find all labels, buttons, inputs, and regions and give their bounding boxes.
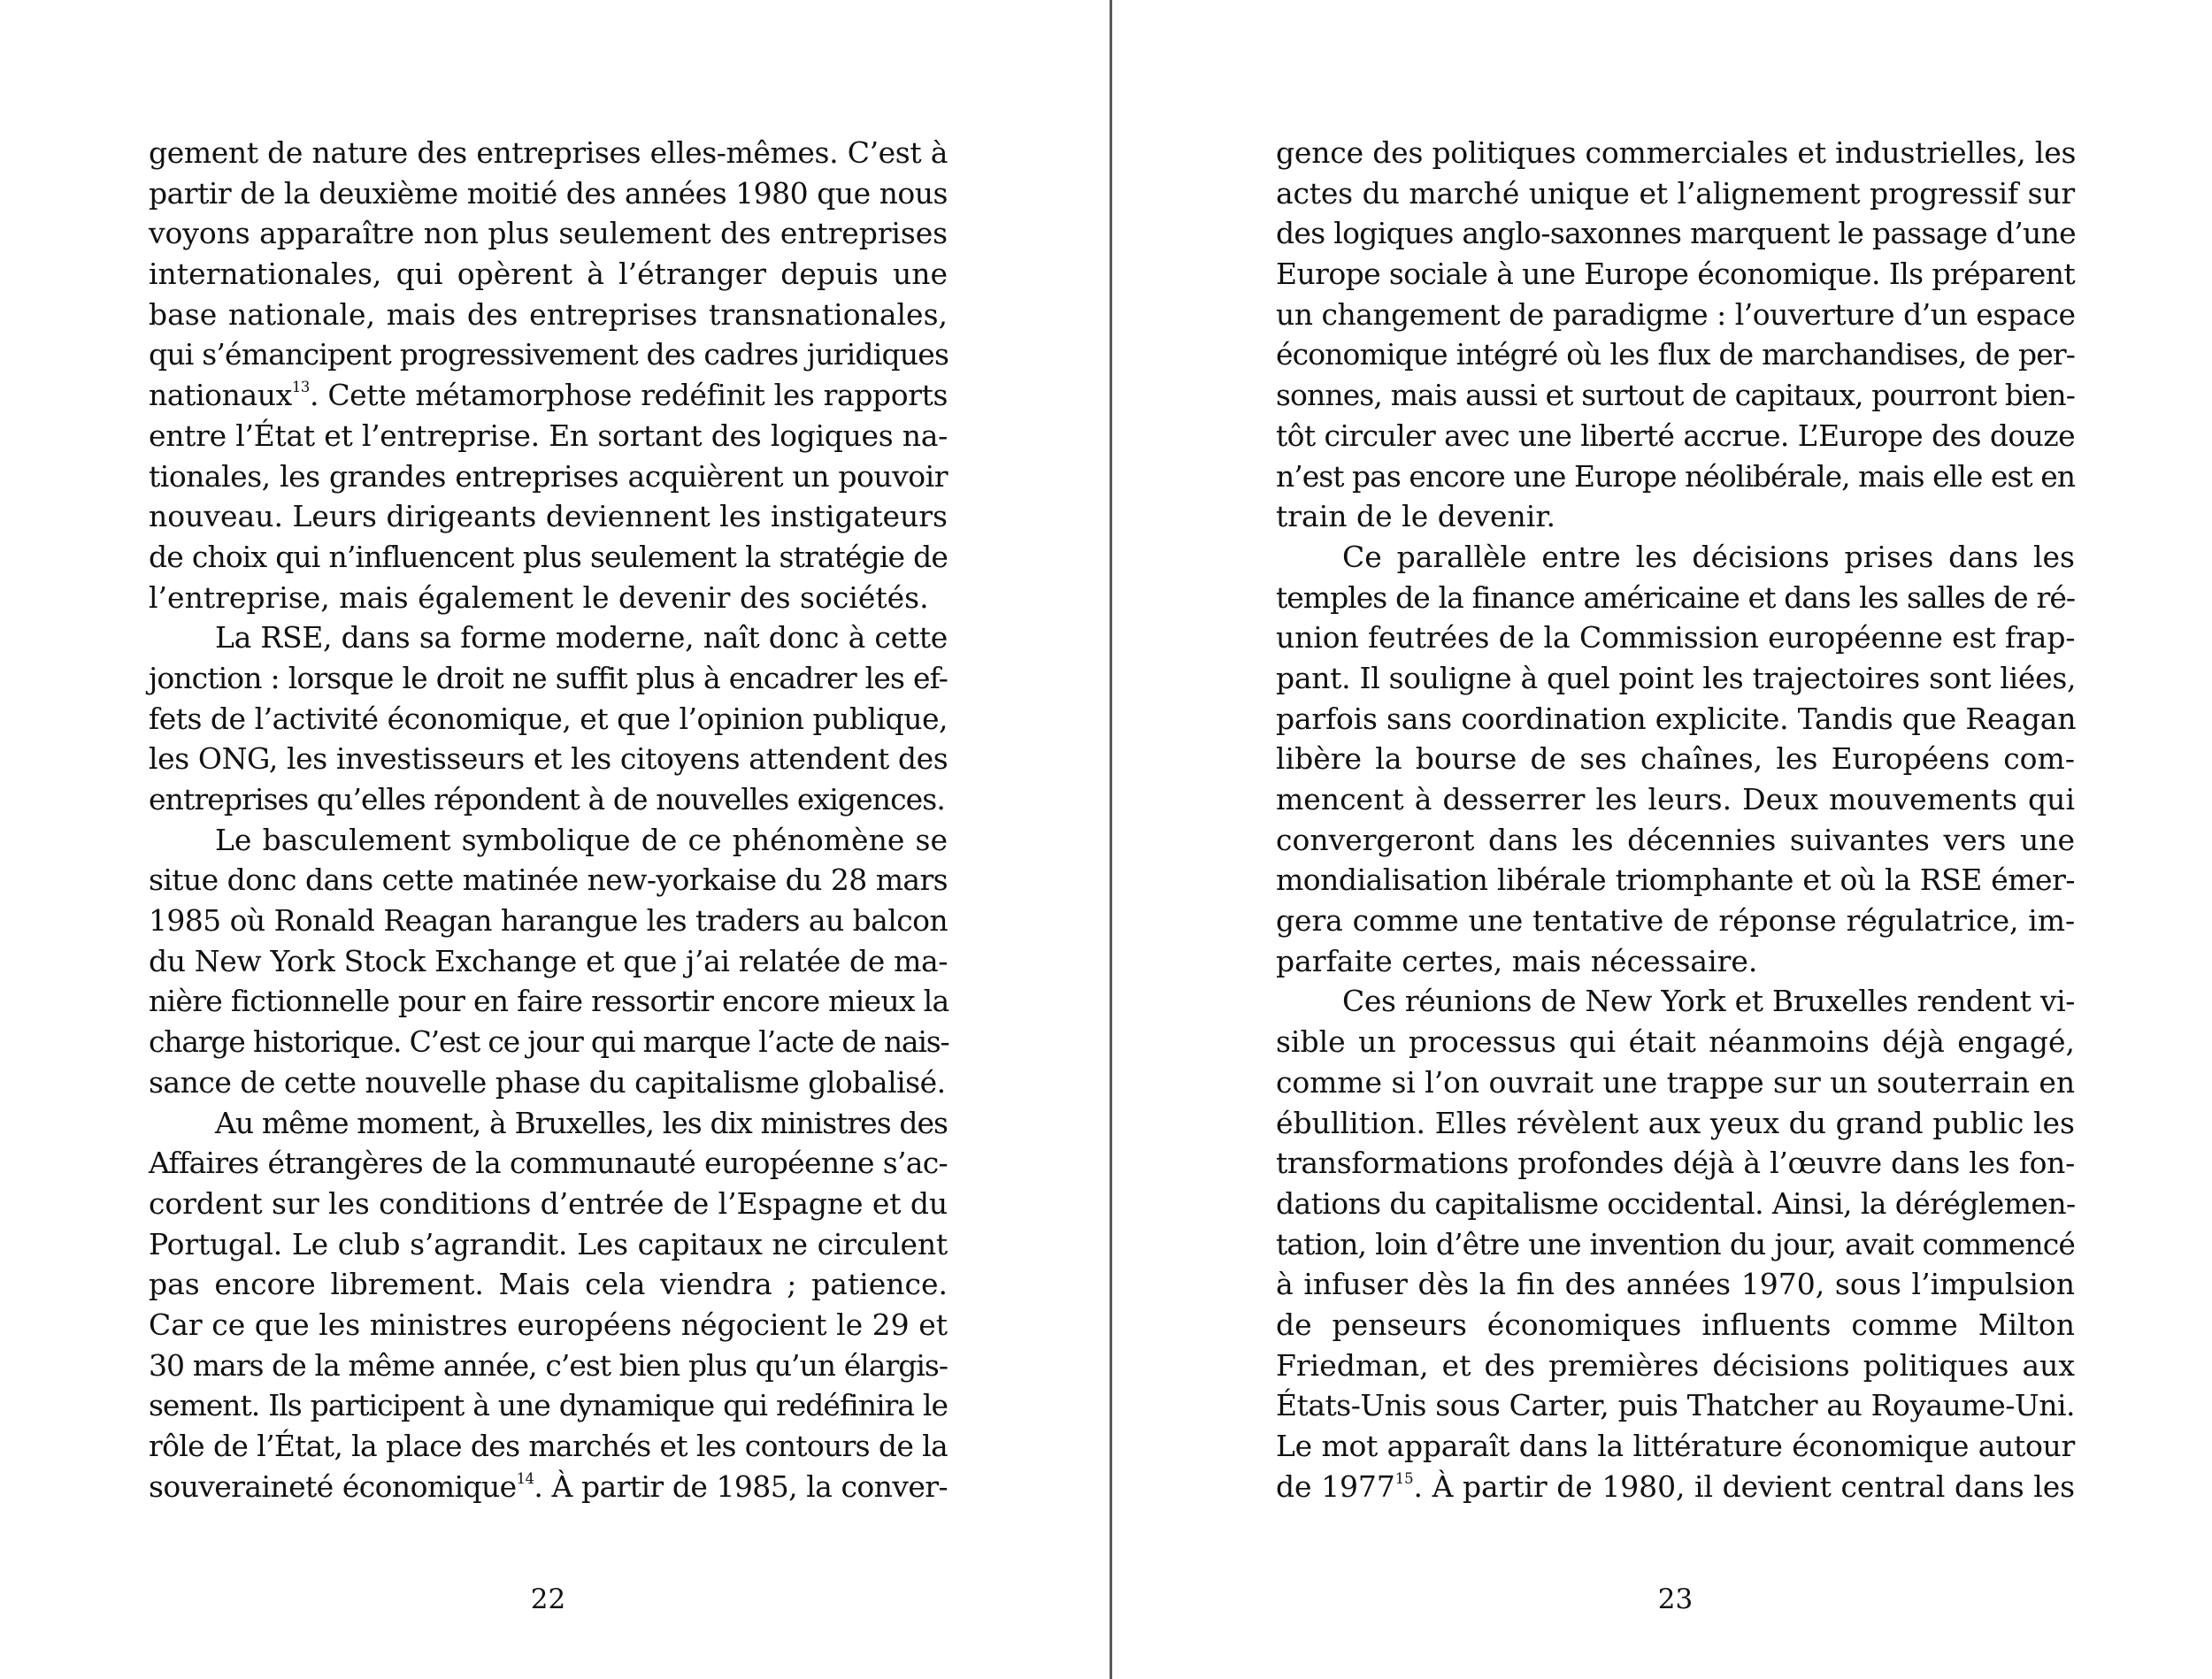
text-line: parfaite certes, mais nécessaire.	[1276, 943, 1758, 978]
text-line: situe donc dans cette matinée new-yorkaise du 28 mars	[149, 862, 948, 898]
text-line: transformations profondes déjà à l’œuvre dans les fon-	[1276, 1146, 2075, 1181]
text-line: cordent sur les conditions d’entrée de l’Espagne et du	[149, 1185, 949, 1221]
text-line: voyons apparaître non plus seulement des entreprises	[149, 216, 948, 251]
text-line: temples de la finance américaine et dans les salles de ré-	[1276, 579, 2075, 615]
text-line: fets de l’activité économique, et que l’opinion publique,	[149, 701, 948, 736]
text-line: sement. Ils participent à une dynamique qui redéfinira le	[149, 1388, 948, 1423]
text-line: tionales, les grandes entreprises acquièrent un pouvoir	[149, 458, 948, 494]
text-line: Europe sociale à une Europe économique. Ils préparent	[1276, 257, 2076, 292]
text-line: États-Unis sous Carter, puis Thatcher au Royaume-Uni.	[1276, 1388, 2075, 1423]
text-line: nationaux$^{13}$. Cette métamorphose redéfinit les rapports	[149, 378, 948, 413]
right-page-text	[1276, 133, 2075, 1506]
text-line: parfois sans coordination explicite. Tandis que Reagan	[1276, 701, 2077, 736]
text-line: mondialisation libérale triomphante et où la RSE émer-	[1276, 862, 2075, 898]
text-line: n’est pas encore une Europe néolibérale, mais elle est en	[1276, 458, 2075, 494]
text-line: comme si l’on ouvrait une trappe sur un souterrain en	[1276, 1064, 2075, 1100]
text-line: tôt circuler avec une liberté accrue. L’Europe des douze	[1276, 418, 2075, 453]
text-line: La RSE, dans sa forme moderne, naît donc à cette	[215, 620, 948, 656]
text-line: des logiques anglo-saxonnes marquent le passage d’une	[1276, 216, 2076, 251]
text-line: Ces réunions de New York et Bruxelles rendent vi-	[1342, 984, 2075, 1019]
text-line: rôle de l’État, la place des marchés et les contours de la	[149, 1429, 948, 1463]
text-line: sible un processus qui était néanmoins déjà engagé,	[1276, 1024, 2075, 1060]
text-line: l’entreprise, mais également le devenir des sociétés.	[149, 579, 929, 615]
right-page-number: 23	[1657, 1583, 1694, 1615]
text-line: pant. Il souligne à quel point les trajectoires sont liées,	[1276, 660, 2077, 695]
text-line: pas encore librement. Mais cela viendra ; patience.	[149, 1267, 948, 1302]
text-line: du New York Stock Exchange et que j’ai relatée de ma-	[149, 943, 948, 978]
text-line: train de le devenir.	[1276, 499, 1555, 534]
text-line: convergeront dans les décennies suivantes vers une	[1276, 822, 2075, 857]
footnote-marker: 15	[1394, 1469, 1414, 1487]
text-line: tation, loin d’être une invention du jour, avait commencé	[1276, 1226, 2075, 1261]
text-line: à infuser dès la fin des années 1970, sous l’impulsion	[1276, 1267, 2075, 1302]
text-line: de choix qui n’influencent plus seulement la stratégie de	[149, 539, 948, 574]
text-line: nière fictionnelle pour en faire ressortir encore mieux la	[149, 984, 949, 1019]
text-line: union feutrées de la Commission européenne est frap-	[1276, 620, 2076, 656]
text-line: souveraineté économique$^{14}$. À partir de 1985, la conver-	[149, 1468, 949, 1504]
text-line: qui s’émancipent progressivement des cadres juridiques	[149, 337, 949, 372]
text-line: Le basculement symbolique de ce phénomène se	[215, 822, 948, 857]
text-line: économique intégré où les flux de marchandises, de per-	[1276, 337, 2075, 372]
text-line: mencent à desserrer les leurs. Deux mouvements qui	[1276, 782, 2075, 816]
left-page-text	[149, 133, 948, 1506]
text-line: libère la bourse de ses chaînes, les Européens com-	[1276, 741, 2075, 777]
text-line: entre l’État et l’entreprise. En sortant des logiques na-	[149, 418, 948, 453]
text-line: un changement de paradigme : l’ouverture d’un espace	[1276, 296, 2076, 332]
left-page-number: 22	[530, 1583, 566, 1615]
text-line: internationales, qui opèrent à l’étranger depuis une	[149, 257, 948, 292]
text-line: les ONG, les investisseurs et les citoyens attendent des	[149, 741, 949, 777]
text-line: Le mot apparaît dans la littérature économique autour	[1276, 1429, 2075, 1463]
text-line: entreprises qu’elles répondent à de nouvelles exigences.	[149, 782, 945, 816]
text-line: gera comme une tentative de réponse régulatrice, im-	[1276, 903, 2075, 939]
text-line: dations du capitalisme occidental. Ainsi, la déréglemen-	[1276, 1185, 2076, 1221]
text-line: sance de cette nouvelle phase du capitalisme globalisé.	[149, 1064, 946, 1100]
text-line: de penseurs économiques influents comme Milton	[1276, 1307, 2075, 1342]
text-line: Affaires étrangères de la communauté européenne s’ac-	[149, 1146, 948, 1181]
text-line: Friedman, et des premières décisions politiques aux	[1276, 1347, 2075, 1383]
text-line: de 1977$^{15}$. À partir de 1980, il devient central dans les	[1276, 1468, 2075, 1504]
text-line: Car ce que les ministres européens négocient le 29 et	[149, 1307, 948, 1342]
text-line: base nationale, mais des entreprises transnationales,	[149, 296, 948, 332]
text-line: Ce parallèle entre les décisions prises dans les	[1342, 539, 2075, 574]
text-line: sonnes, mais aussi et surtout de capitaux, pourront bien-	[1276, 378, 2075, 413]
page-gutter-divider	[1110, 0, 1112, 1679]
text-line: Au même moment, à Bruxelles, les dix ministres des	[215, 1105, 948, 1140]
text-line: charge historique. C’est ce jour qui marque l’acte de nais-	[149, 1024, 949, 1060]
footnote-marker: 13	[291, 379, 311, 396]
text-line: actes du marché unique et l’alignement progressif sur	[1276, 175, 2075, 211]
text-line: nouveau. Leurs dirigeants deviennent les instigateurs	[149, 499, 948, 534]
text-line: partir de la deuxième moitié des années 1980 que nous	[149, 175, 948, 211]
text-line: gence des politiques commerciales et industrielles, les	[1276, 135, 2077, 170]
text-line: gement de nature des entreprises elles-mêmes. C’est à	[149, 135, 948, 170]
footnote-marker: 14	[516, 1469, 534, 1487]
text-line: jonction : lorsque le droit ne suffit plus à encadrer les ef-	[149, 660, 948, 695]
text-line: ébullition. Elles révèlent aux yeux du grand public les	[1276, 1105, 2075, 1140]
text-line: Portugal. Le club s’agrandit. Les capitaux ne circulent	[149, 1226, 948, 1261]
text-line: 1985 où Ronald Reagan harangue les traders au balcon	[149, 903, 948, 939]
text-line: 30 mars de la même année, c’est bien plus qu’un élargis-	[149, 1347, 948, 1383]
